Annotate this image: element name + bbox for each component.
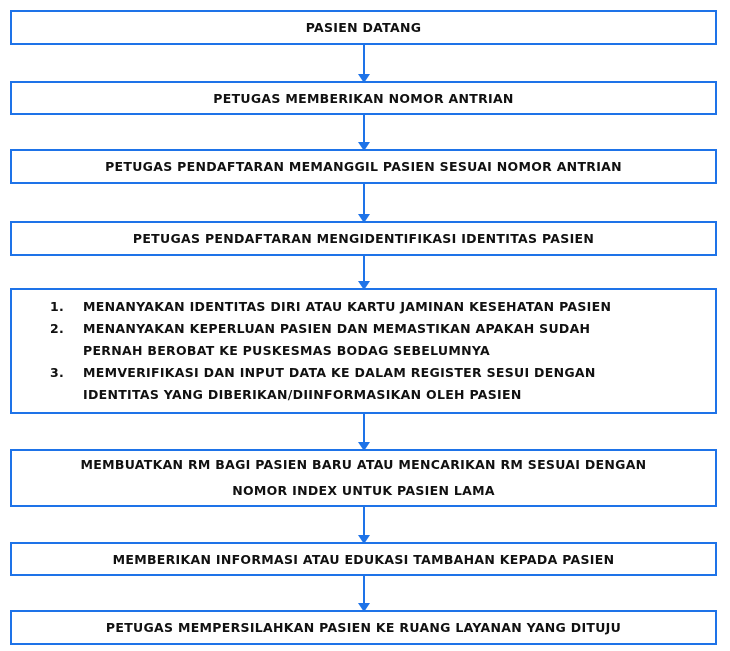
step-identifikasi: [10, 221, 717, 256]
list-number: 2.: [50, 321, 65, 336]
arrow-3: [363, 184, 365, 221]
step-memanggil-pasien: [10, 149, 717, 184]
arrow-6: [363, 507, 365, 542]
step-label: MEMBERIKAN INFORMASI ATAU EDUKASI TAMBAHAN KEPADA PASIEN: [112, 551, 615, 567]
arrow-7: [363, 576, 365, 610]
step-membuatkan-rm: [10, 449, 717, 507]
list-line: MENANYAKAN IDENTITAS DIRI ATAU KARTU JAMINAN KESEHATAN PASIEN: [83, 299, 612, 314]
list-item-3: [50, 362, 596, 406]
step-informasi-edukasi: [10, 542, 717, 576]
step-label: PETUGAS MEMPERSILAHKAN PASIEN KE RUANG LAYANAN YANG DITUJU: [105, 620, 622, 635]
step-label: PETUGAS PENDAFTARAN MEMANGGIL PASIEN SESUAI NOMOR ANTRIAN: [105, 159, 622, 174]
arrow-2: [363, 115, 365, 149]
step-verifikasi-list: [10, 288, 717, 414]
list-item-1: [50, 296, 611, 318]
step-pasien-datang: [10, 10, 717, 45]
step-ruang-layanan: [10, 610, 717, 645]
step-line: NOMOR INDEX UNTUK PASIEN LAMA: [232, 483, 495, 498]
step-label: PETUGAS MEMBERIKAN NOMOR ANTRIAN: [213, 90, 514, 106]
list-line: IDENTITAS YANG DIBERIKAN/DIINFORMASIKAN OLEH PASIEN: [83, 387, 522, 402]
arrow-1: [363, 45, 365, 81]
list-number: 3.: [50, 365, 65, 380]
list-number: 1.: [50, 299, 65, 314]
step-label: PASIEN DATANG: [305, 20, 422, 35]
list-line: MEMVERIFIKASI DAN INPUT DATA KE DALAM REGISTER SESUI DENGAN: [83, 365, 596, 380]
arrow-5: [363, 414, 365, 449]
list-item-2: [50, 318, 590, 362]
list-line: MENANYAKAN KEPERLUAN PASIEN DAN MEMASTIKAN APAKAH SUDAH: [83, 321, 591, 336]
step-label: PETUGAS PENDAFTARAN MENGIDENTIFIKASI IDENTITAS PASIEN: [132, 231, 595, 246]
arrow-4: [363, 256, 365, 288]
step-nomor-antrian: [10, 81, 717, 115]
step-line: MEMBUATKAN RM BAGI PASIEN BARU ATAU MENCARIKAN RM SESUAI DENGAN: [80, 457, 647, 472]
list-line: PERNAH BEROBAT KE PUSKESMAS BODAG SEBELUMNYA: [83, 343, 491, 358]
